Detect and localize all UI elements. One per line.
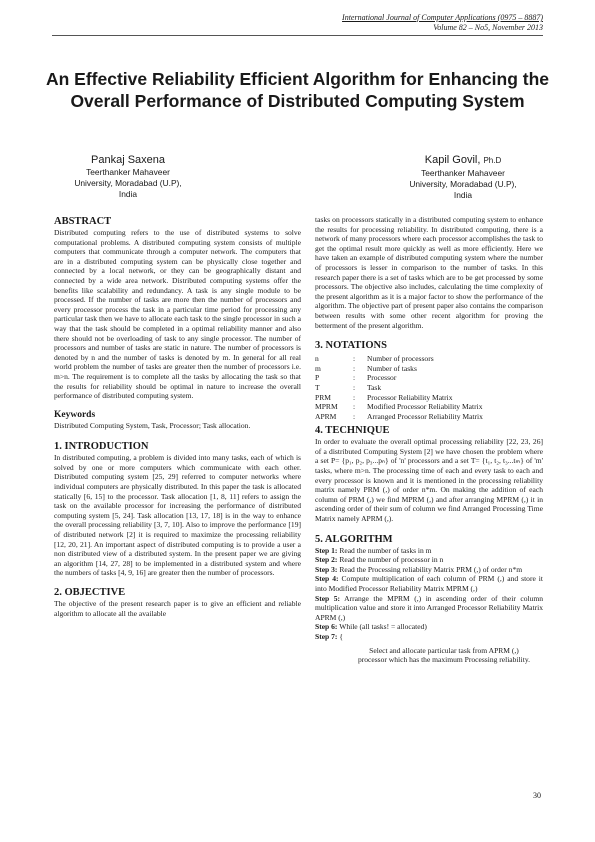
objective-text-left: The objective of the present research paper is to give an efficient and reliable algorithm to allocate all the available — [54, 599, 301, 618]
objective-text-right: tasks on processors statically in a distributed computing system to enhance the results for processing reliability. In distributed computing, there is a network of many processors where each processor accomplishes the task to get the optimal result more quickly as well as more efficiently. Here we have taken an example of distributed computing system where the number of processors is lesser in comparison to the number of tasks. In this research paper there is a set of tasks which are to be get processed by some processors. The objective also includes, calculating the time complexity of the present algorithm as it is a major factor to show the performance of the algorithm. The objective part of present paper also contains the comparison between results with some other recent algorithm for proving the betterment of the present algorithm. — [315, 215, 543, 330]
algorithm-step: Step 1: Read the number of tasks in m — [315, 545, 432, 555]
author-country: India — [118, 189, 138, 199]
right-column — [315, 215, 543, 665]
left-column — [54, 215, 301, 618]
algorithm-step: Step 6: While (all tasks! = allocated) — [315, 622, 427, 632]
introduction-heading: 1. INTRODUCTION — [54, 441, 149, 453]
author-affiliation: Teerthanker Mahaveer — [421, 168, 505, 178]
notation-row: m : Number of tasks — [315, 363, 417, 373]
abstract-heading: ABSTRACT — [54, 216, 112, 227]
author-2 — [388, 153, 538, 201]
objective-heading: 2. OBJECTIVE — [54, 587, 126, 598]
notation-row: APRM : Arranged Processor Reliability Matrix — [315, 411, 483, 421]
algorithm-steps — [315, 546, 543, 665]
algorithm-step: Step 5: Arrange the MPRM (,) in ascending order of their column multiplication value and store it into Arranged Processor Reliability Matrix APRM (,) — [315, 593, 543, 622]
author-name: Kapil Govil, — [424, 154, 481, 166]
author-name: Pankaj Saxena — [91, 154, 165, 166]
algorithm-step: Step 2: Read the number of processor in n — [315, 555, 444, 565]
author-1 — [58, 153, 198, 200]
algorithm-step: Step 4: Compute multiplication of each column of PRM (,) and store it into Modified Processor Reliability Matrix MPRM (,) — [315, 574, 543, 593]
author-country: India — [453, 190, 473, 200]
author-degree: Ph.D — [483, 156, 502, 165]
algorithm-step-7-body: Select and allocate particular task from APRM (,) processor which has the maximum Processing reliability. — [357, 645, 530, 665]
page-number: 30 — [533, 791, 541, 800]
journal-header — [342, 13, 543, 33]
notation-row: T : Task — [315, 382, 382, 392]
introduction-text: In distributed computing, a problem is divided into many tasks, each of which is solved by one or more computers which communicate with each other. Distributed computing system [25, 29] referred to computer networks where individual computers are physically distributed. In this paper the task is allocated statically [6, 15] to the processor. Task allocation [1, 8, 11] refers to assign the task on the available processor for increasing the performance of distributed computing system [5, 24]. Task allocation [13, 17, 18] is in the way to enhance the overall processing reliability [3, 7, 10]. Also to improve the performance [19] of distributed network [2] it is required to maximize the processing reliability [12, 20, 21]. An important aspect of distributed computing is to provide a user a non distributed view of a distributed system. In the present paper we are giving an algorithm [14, 27, 28] to be implemented in a distributed system and where the numbers of tasks [4, 9, 16] are greater then the number of processors. — [54, 453, 301, 578]
notation-row: P : Processor — [315, 373, 397, 383]
notations-heading: 3. NOTATIONS — [315, 340, 387, 352]
notations-list — [315, 354, 543, 421]
header-rule — [52, 35, 543, 36]
abstract-text: Distributed computing refers to the use of distributed systems to solve computational problems. A distributed computing system consists of multiple computers that communicate through a computer network. The computers that are in a distributed computing system can be physically close together and connected by a local network, or they can be geographically distant and connected by a wide area network. Distributed computing systems offer the benefits like scalability and redundancy. A task is any single module to be processed. If the number of tasks are more then the number of processors and every processor process the task in a particular time period for processing any particular task then we have to allocate each task to the single processor in such a way that the task should be completed in a optimal reliability manner and also there should not be overloading of task to any single processor. The number of processors and number of tasks are static in nature. The number of processors is denoted by n and the number of tasks is denoted by m. In general for all real world problem the number of tasks are greater then the number of processors i.e. m>n. The requirement is to complete all the tasks by allocating the task so that the results for reliability should be optimal in nature to increase the overall performance of distributed computing system. — [54, 228, 301, 401]
author-university: University, Moradabad (U.P), — [409, 179, 517, 189]
keywords-heading: Keywords — [54, 409, 96, 420]
algorithm-step: Step 7: { — [315, 631, 343, 641]
technique-text: In order to evaluate the overall optimal processing reliability [22, 23, 26] of a distributed Computing System [2] we have chosen the problem where a set P= {p₁, p₂, p₃...pₙ} of 'n' processors and a set T= {t₁, t₂, t₃...tₘ} of 'm' tasks, where m>n. The processing time of each and every task to each and every processor is known and it is mentioned in the processing reliability matrix namely PRM (,) of order n*m. On making the addition of each column of PRM (,) we find MPRM (,) and after arranging MPRM (,) it in ascending order of their sum of column we find Arranged Processing Time Matrix namely APRM (,). — [315, 437, 543, 524]
paper-title: An Effective Reliability Efficient Algorithm for Enhancing the Overall Performance of Distributed Computing System — [45, 69, 549, 111]
algorithm-step: Step 3: Read the Processing reliability Matrix PRM (,) of order n*m — [315, 564, 523, 574]
author-affiliation: Teerthanker Mahaveer — [86, 167, 170, 177]
algorithm-heading: 5. ALGORITHM — [315, 533, 393, 545]
notation-row: PRM : Processor Reliability Matrix — [315, 392, 453, 402]
journal-name: International Journal of Computer Applications (0975 – 8887) — [342, 13, 543, 22]
author-university: University, Moradabad (U.P), — [74, 178, 182, 188]
notation-row: n : Number of processors — [315, 354, 434, 364]
technique-heading: 4. TECHNIQUE — [315, 425, 390, 437]
journal-volume: Volume 82 – No5, November 2013 — [433, 23, 543, 32]
notation-row: MPRM : Modified Processor Reliability Matrix — [315, 402, 483, 412]
keywords-text: Distributed Computing System, Task, Processor; Task allocation. — [54, 420, 251, 430]
